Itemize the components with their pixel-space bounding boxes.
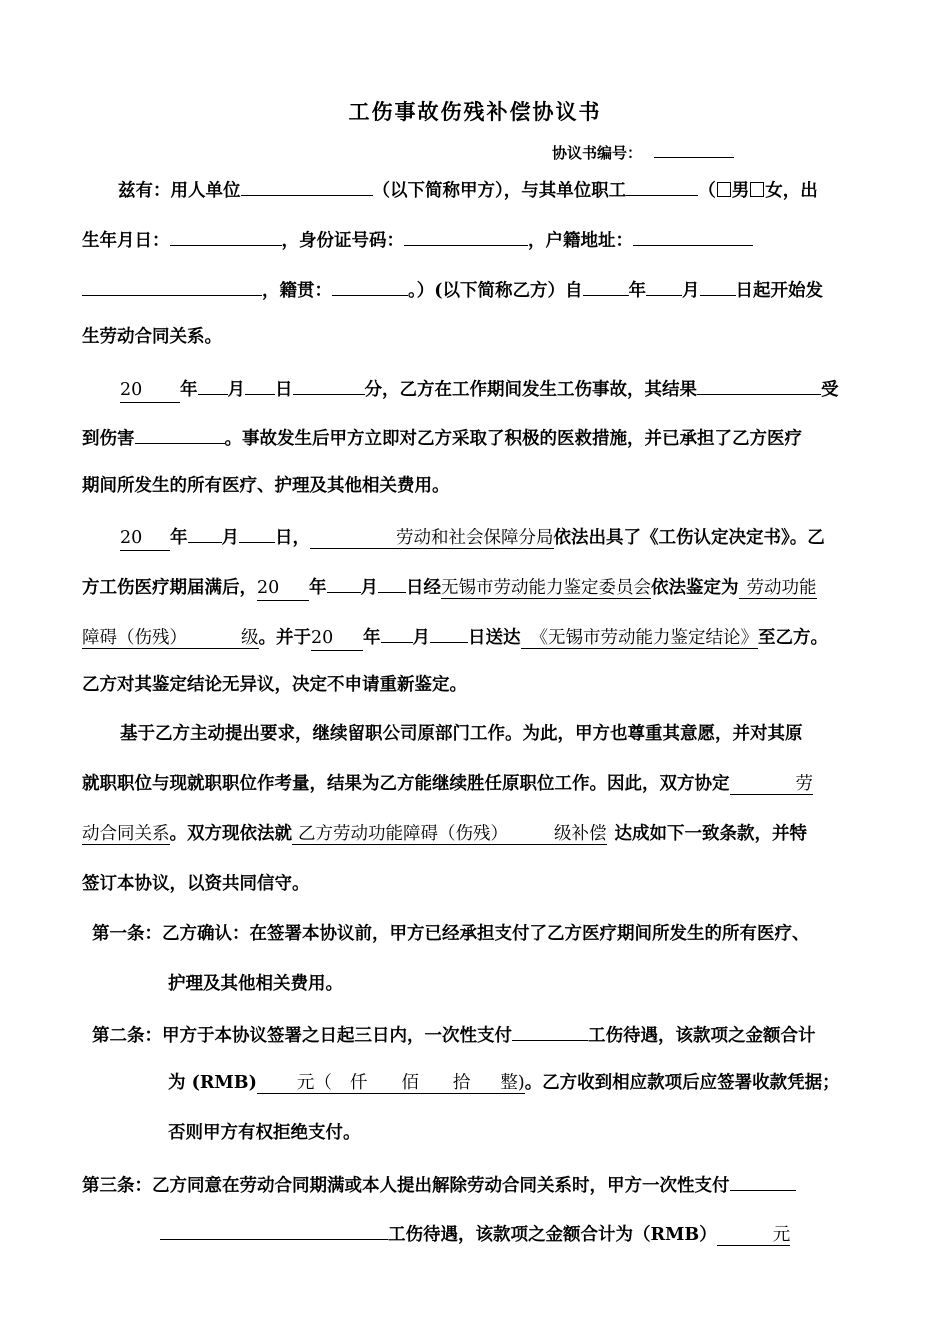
injury-field[interactable]	[135, 424, 225, 444]
text: 乙方确认：在签署本协议前，甲方已经承担支付了乙方医疗期间所发生的所有医疗、	[162, 924, 810, 944]
amount-whole[interactable]: 整)	[470, 1073, 524, 1094]
text: 日起开始发	[735, 281, 824, 301]
employee-field[interactable]	[626, 176, 698, 196]
para1-line4: 生劳动合同关系。	[82, 327, 222, 347]
native-place-field[interactable]	[332, 276, 408, 296]
amount-tens[interactable]: 拾	[419, 1073, 471, 1094]
text: 到伤害	[82, 429, 135, 449]
text: 为 (RMB)	[168, 1073, 257, 1093]
text: 女，出	[765, 181, 818, 201]
text: 月	[360, 578, 378, 598]
agreement-number-label: 协议书编号：	[552, 144, 643, 162]
text: 方工伤医疗期届满后，	[82, 578, 257, 598]
conclusion-field[interactable]: 《无锡市劳动能力鉴定结论》	[521, 628, 759, 649]
disability-field[interactable]: 障碍（伤残）	[82, 628, 187, 648]
birthdate-field[interactable]	[170, 226, 282, 246]
article3-label: 第三条：	[82, 1176, 152, 1196]
delivery-day-field[interactable]	[430, 623, 468, 643]
text: 受	[821, 380, 839, 400]
agreement-number-field[interactable]	[654, 138, 734, 158]
amount-thousands[interactable]: 仟	[332, 1073, 368, 1094]
agreement-number-row	[552, 138, 734, 165]
agreement-subject-cont-field[interactable]: 动合同关系	[82, 824, 170, 844]
household-address-cont-field[interactable]	[82, 276, 262, 296]
para2-line1	[120, 375, 839, 403]
document-title: 工伤事故伤残补偿协议书	[348, 99, 602, 124]
severance-benefit-cont-field[interactable]	[160, 1220, 388, 1240]
contract-month-field[interactable]	[646, 276, 682, 296]
para1-line2	[82, 226, 753, 253]
para1-line1	[118, 176, 818, 203]
text: 甲方于本协议签署之日起三日内，一次性支付	[162, 1026, 512, 1046]
appraisal-month-field[interactable]	[327, 573, 361, 593]
text: 年	[180, 380, 198, 400]
id-number-field[interactable]	[404, 226, 528, 246]
amount-field[interactable]: 元（	[257, 1073, 332, 1094]
text: 男	[731, 181, 750, 201]
bureau-field[interactable]: 劳动和社会保障分局	[310, 528, 554, 549]
para2-line2	[82, 424, 802, 451]
para4-line3	[82, 822, 807, 846]
determination-day-field[interactable]	[239, 523, 275, 543]
contract-year-field[interactable]	[583, 276, 629, 296]
article2-label: 第二条：	[92, 1026, 162, 1046]
text: 分，乙方在工作期间发生工伤事故，其结果	[364, 380, 697, 400]
accident-year-field[interactable]: 20	[120, 378, 180, 403]
article2-line1	[92, 1021, 816, 1048]
household-address-field[interactable]	[633, 226, 753, 246]
agreement-subject-field[interactable]: 劳	[730, 774, 814, 795]
accident-result-field[interactable]	[697, 375, 821, 395]
text: 依法鉴定为	[651, 578, 739, 598]
text: 年	[628, 281, 647, 301]
text: 。）(以下简称乙方）自	[408, 281, 583, 301]
text: 月	[221, 528, 239, 548]
para4-line4: 签订本协议，以资共同信守。	[82, 874, 310, 894]
text: 。并于	[258, 628, 311, 648]
text: 兹有：用人单位	[118, 181, 241, 201]
accident-day-field[interactable]	[245, 375, 275, 395]
male-checkbox[interactable]	[717, 182, 731, 197]
appraisal-year-field[interactable]: 20	[257, 576, 309, 601]
disability-level-field[interactable]: 级	[187, 628, 259, 649]
text: 月	[412, 628, 430, 648]
article1-line1	[92, 922, 810, 946]
article3-line1	[82, 1171, 796, 1198]
amount-hundreds[interactable]: 佰	[367, 1073, 419, 1094]
delivery-month-field[interactable]	[381, 623, 413, 643]
text: 年	[170, 528, 188, 548]
text: 日	[275, 380, 293, 400]
text: ，户籍地址：	[528, 231, 633, 251]
contract-day-field[interactable]	[700, 276, 736, 296]
para3-line3	[82, 623, 828, 651]
para3-line1	[120, 523, 825, 551]
text: 。双方现依法就	[169, 824, 292, 844]
para1-line3	[82, 276, 823, 303]
text: 就职职位与现就职职位作考量，结果为乙方能继续胜任原职位工作。因此，双方协定	[82, 774, 730, 794]
text: 乙方同意在劳动合同期满或本人提出解除劳动合同关系时，甲方一次性支付	[152, 1176, 730, 1196]
article3-line2	[160, 1220, 790, 1247]
accident-time-field[interactable]	[293, 375, 365, 395]
benefit-type-field[interactable]	[512, 1021, 588, 1041]
article2-line2	[168, 1071, 840, 1095]
article1-label: 第一条：	[92, 924, 162, 944]
accident-month-field[interactable]	[198, 375, 228, 395]
text: 日经	[406, 578, 441, 598]
severance-benefit-field[interactable]	[730, 1171, 796, 1191]
para4-line2	[82, 772, 813, 796]
delivery-year-field[interactable]: 20	[311, 626, 363, 651]
text: 月	[682, 281, 700, 301]
para2-line3: 期间所发生的所有医疗、护理及其他相关费用。	[82, 476, 450, 496]
para4-line1: 基于乙方主动提出要求，继续留职公司原部门工作。为此，甲方也尊重其意愿，并对其原	[120, 724, 803, 744]
para3-line4: 乙方对其鉴定结论无异议，决定不申请重新鉴定。	[82, 675, 467, 695]
para3-line2	[82, 573, 817, 601]
article2-line3: 否则甲方有权拒绝支付。	[168, 1123, 361, 1143]
text: （	[698, 181, 716, 201]
text: （以下简称甲方），与其单位职工	[372, 181, 627, 201]
female-checkbox[interactable]	[750, 182, 764, 197]
text: 生年月日：	[82, 231, 170, 251]
text: 月	[227, 380, 245, 400]
text: 年	[309, 578, 327, 598]
appraisal-day-field[interactable]	[378, 573, 406, 593]
appraisal-type-field[interactable]: 劳动功能	[739, 578, 817, 599]
text: 工伤待遇，该款项之金额合计	[588, 1026, 816, 1046]
employer-field[interactable]	[241, 176, 373, 196]
text: ，身份证号码：	[281, 231, 404, 251]
text: 达成如下一致条款，并特	[614, 824, 807, 844]
determination-month-field[interactable]	[188, 523, 222, 543]
text: 年	[363, 628, 381, 648]
article1-line2: 护理及其他相关费用。	[168, 974, 343, 994]
text: 日，	[275, 528, 310, 548]
committee-field[interactable]: 无锡市劳动能力鉴定委员会	[441, 578, 651, 598]
text: 至乙方。	[758, 628, 828, 648]
severance-amount-field[interactable]: 元	[717, 1225, 791, 1246]
text: 日送达	[468, 628, 521, 648]
compensation-subject-field[interactable]: 乙方劳动功能障碍（伤残）	[292, 824, 508, 845]
text: 。事故发生后甲方立即对乙方采取了积极的医救措施，并已承担了乙方医疗	[224, 429, 802, 449]
compensation-level-field[interactable]: 级补偿	[508, 824, 607, 845]
determination-year-field[interactable]: 20	[120, 526, 170, 551]
text: 。乙方收到相应款项后应签署收款凭据；	[524, 1073, 840, 1093]
text: 工伤待遇，该款项之金额合计为（RMB）	[388, 1225, 717, 1245]
text: 依法出具了《工伤认定决定书》。乙	[553, 528, 825, 548]
text: ，籍贯：	[262, 281, 332, 301]
